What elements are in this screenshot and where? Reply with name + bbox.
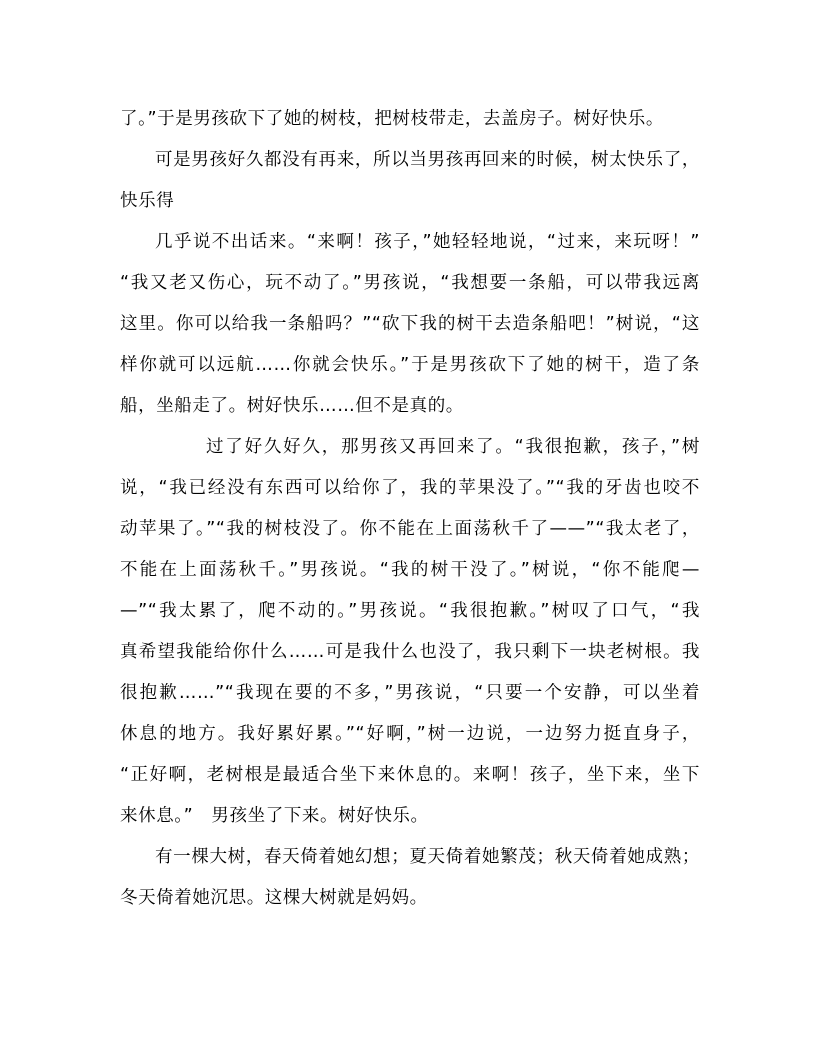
text-line: 这里。你可以给我一条船吗？”“砍下我的树干去造条船吧！”树说，“这 (120, 314, 700, 334)
text-line: 船，坐船走了。树好快乐……但不是真的。 (120, 396, 464, 416)
text-line: 冬天倚着她沉思。这棵大树就是妈妈。 (120, 888, 428, 908)
paragraph-start-line: 可是男孩好久都没有再来，所以当男孩再回来的时候，树太快乐了， (155, 150, 700, 170)
paragraph-start-line: 几乎说不出话来。“来啊！孩子，”她轻轻地说，“过来，来玩呀！” (155, 232, 700, 252)
text-line: “我又老又伤心，玩不动了。”男孩说，“我想要一条船，可以带我远离 (120, 273, 700, 293)
text-line: 休息的地方。我好累好累。”“好啊，”树一边说，一边努力挺直身子， (120, 724, 700, 744)
text-line: 说，“我已经没有东西可以给你了，我的苹果没了。”“我的牙齿也咬不 (120, 478, 700, 498)
text-line: 不能在上面荡秋千。”男孩说。“我的树干没了。”树说，“你不能爬— (120, 560, 700, 580)
text-line: 样你就可以远航……你就会快乐。”于是男孩砍下了她的树干，造了条 (120, 355, 700, 375)
text-line: 动苹果了。”“我的树枝没了。你不能在上面荡秋千了——”“我太老了， (120, 519, 700, 539)
text-line: 了。”于是男孩砍下了她的树枝，把树枝带走，去盖房子。树好快乐。 (120, 109, 664, 129)
paragraph-start-line: 有一棵大树，春天倚着她幻想；夏天倚着她繁茂；秋天倚着她成熟； (155, 847, 700, 867)
text-line: “正好啊，老树根是最适合坐下来休息的。来啊！孩子，坐下来，坐下 (120, 765, 700, 785)
text-line: 来休息。” 男孩坐了下来。树好快乐。 (120, 806, 429, 826)
text-line: 快乐得 (120, 191, 175, 211)
text-line: 很抱歉……”“我现在要的不多，”男孩说，“只要一个安静，可以坐着 (120, 683, 700, 703)
text-line: 真希望我能给你什么……可是我什么也没了，我只剩下一块老树根。我 (120, 642, 700, 662)
paragraph-start-line: 过了好久好久，那男孩又再回来了。“我很抱歉，孩子，”树 (206, 437, 700, 457)
text-line: —”“我太累了，爬不动的。”男孩说。“我很抱歉。”树叹了口气，“我 (120, 601, 700, 621)
